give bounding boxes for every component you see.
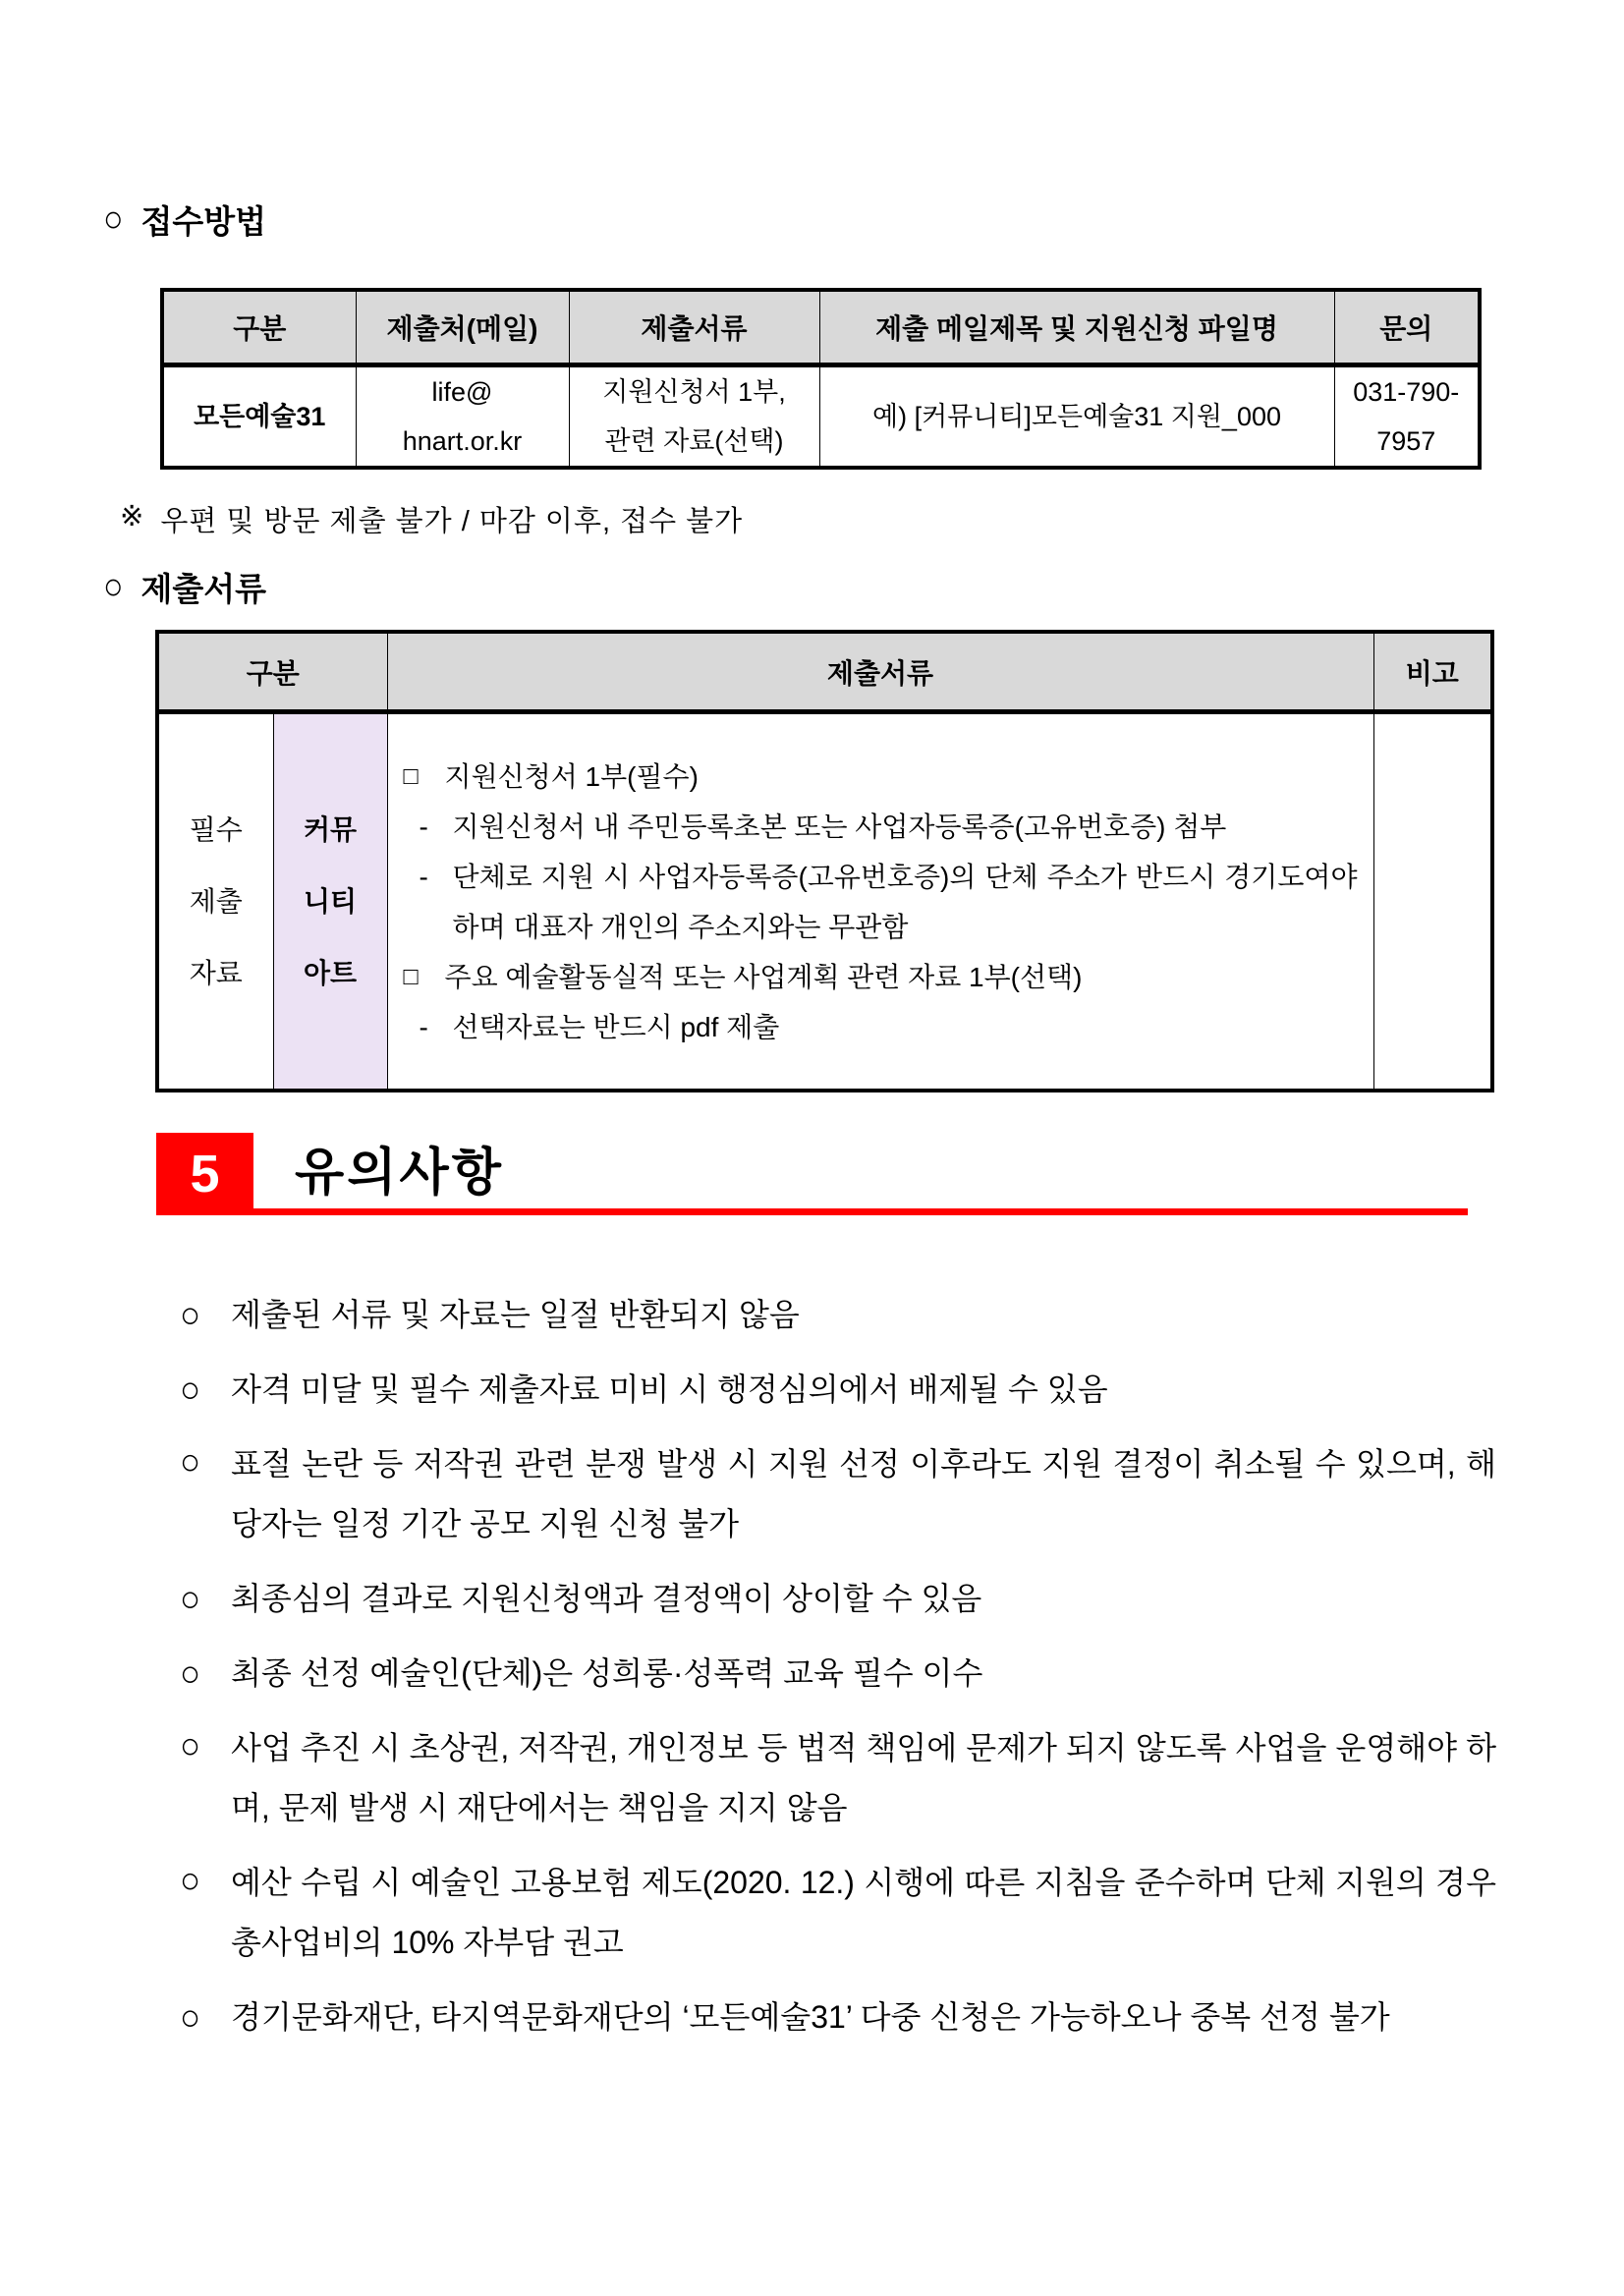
reception-col-subject: 제출 메일제목 및 지원신청 파일명 xyxy=(819,290,1334,365)
circle-bullet-icon: ○ xyxy=(180,1578,201,1620)
doc-subitem xyxy=(420,802,1358,852)
subcategory-line: 커뮤 xyxy=(303,814,358,845)
documents-heading xyxy=(103,564,266,610)
cell-contact-phone xyxy=(1334,365,1480,469)
reference-mark-icon: ※ xyxy=(120,501,145,532)
section-title: 유의사항 xyxy=(295,1145,504,1202)
documents-table-header-row xyxy=(157,632,1492,712)
documents-line-1: 지원신청서 1부, xyxy=(602,377,786,407)
doc-subitem xyxy=(420,1002,1358,1052)
cell-document-list xyxy=(387,712,1373,1092)
category-line: 제출 xyxy=(189,886,243,917)
reception-heading xyxy=(103,196,266,243)
subcategory-line: 니티 xyxy=(303,886,358,917)
reception-col-category: 구분 xyxy=(162,290,356,365)
notice-text: 최종 선정 예술인(단체)은 성희롱·성폭력 교육 필수 이수 xyxy=(231,1655,983,1691)
phone-line-1: 031-790- xyxy=(1353,377,1460,407)
documents-line-2: 관련 자료(선택) xyxy=(604,426,784,456)
circle-bullet-icon: ○ xyxy=(180,1652,201,1695)
reception-table xyxy=(160,288,1482,470)
list-item xyxy=(180,1360,1496,1420)
documents-col-category: 구분 xyxy=(157,632,387,712)
doc-item-text: 단체로 지원 시 사업자등록증(고유번호증)의 단체 주소가 반드시 경기도여야 하며 대표자 개인의 주소지와는 무관함 xyxy=(452,861,1358,942)
circle-bullet-icon: ○ xyxy=(180,1441,201,1484)
notice-text: 최종심의 결과로 지원신청액과 결정액이 상이할 수 있음 xyxy=(231,1581,982,1616)
doc-item-text: 지원신청서 1부(필수) xyxy=(444,760,699,792)
email-line-2: hnart.or.kr xyxy=(402,426,523,456)
subcategory-line: 아트 xyxy=(303,958,358,988)
notice-text: 예산 수립 시 예술인 고용보험 제도(2020. 12.) 시행에 따른 지침을 준수하며 단체 지원의 경우 총사업비의 10% 자부담 권고 xyxy=(231,1865,1496,1960)
list-item xyxy=(180,1569,1496,1629)
category-line: 자료 xyxy=(189,958,243,988)
cell-required-materials xyxy=(157,712,273,1092)
notice-text: 사업 추진 시 초상권, 저작권, 개인정보 등 법적 책임에 문제가 되지 않도록 사업을 운영해야 하며, 문제 발생 시 재단에서는 책임을 지지 않음 xyxy=(231,1730,1496,1825)
documents-col-documents: 제출서류 xyxy=(387,632,1373,712)
reception-col-contact: 문의 xyxy=(1334,290,1480,365)
cell-email xyxy=(356,365,569,469)
cell-mail-subject: 예) [커뮤니티]모든예술31 지원_000 xyxy=(819,365,1334,469)
notices-list xyxy=(180,1285,1496,2062)
documents-col-remark: 비고 xyxy=(1373,632,1492,712)
reception-heading-label: 접수방법 xyxy=(140,203,267,240)
dash-icon: - xyxy=(419,861,428,892)
documents-heading-label: 제출서류 xyxy=(140,571,267,607)
section-number-badge: 5 xyxy=(156,1133,253,1215)
documents-table-row xyxy=(157,712,1492,1092)
category-line: 필수 xyxy=(189,814,243,845)
list-item xyxy=(180,1853,1496,1973)
list-item xyxy=(180,1718,1496,1838)
reception-col-destination: 제출처(메일) xyxy=(356,290,569,365)
checkbox-icon: □ xyxy=(403,761,419,790)
doc-subitem xyxy=(420,852,1358,952)
notice-text: 제출된 서류 및 자료는 일절 반환되지 않음 xyxy=(231,1297,800,1332)
doc-item xyxy=(404,952,1358,1002)
list-item xyxy=(180,1434,1496,1554)
postal-submission-note xyxy=(120,499,743,539)
cell-community-art xyxy=(273,712,387,1092)
reception-table-row xyxy=(162,365,1480,469)
cell-category: 모든예술31 xyxy=(162,365,356,469)
circle-bullet-icon: ○ xyxy=(180,1996,201,2039)
email-line-1: life@ xyxy=(431,377,493,407)
reception-table-header-row xyxy=(162,290,1480,365)
list-item xyxy=(180,1988,1496,2047)
circle-bullet-icon: ○ xyxy=(180,1725,201,1767)
doc-item-text: 주요 예술활동실적 또는 사업계획 관련 자료 1부(선택) xyxy=(444,961,1083,992)
documents-table xyxy=(155,630,1494,1092)
dash-icon: - xyxy=(419,811,428,842)
notice-text: 표절 논란 등 저작권 관련 분쟁 발생 시 지원 선정 이후라도 지원 결정이 취소될 수 있으며, 해당자는 일정 기간 공모 지원 신청 불가 xyxy=(231,1446,1496,1541)
dash-icon: - xyxy=(419,1011,428,1042)
phone-line-2: 7957 xyxy=(1376,426,1436,456)
doc-item-text: 지원신청서 내 주민등록초본 또는 사업자등록증(고유번호증) 첨부 xyxy=(452,811,1227,842)
circle-bullet-icon: ○ xyxy=(180,1294,201,1336)
cell-remark xyxy=(1373,712,1492,1092)
notice-text: 자격 미달 및 필수 제출자료 미비 시 행정심의에서 배제될 수 있음 xyxy=(231,1372,1108,1407)
postal-note-text: 우편 및 방문 제출 불가 / 마감 이후, 접수 불가 xyxy=(160,506,744,537)
circle-bullet-icon: ○ xyxy=(180,1369,201,1411)
section-5-header xyxy=(156,1133,1468,1215)
circle-bullet-icon: ○ xyxy=(103,565,124,608)
checkbox-icon: □ xyxy=(403,962,419,990)
doc-item-text: 선택자료는 반드시 pdf 제출 xyxy=(452,1011,780,1042)
list-item xyxy=(180,1285,1496,1345)
notice-text: 경기문화재단, 타지역문화재단의 ‘모든예술31’ 다중 신청은 가능하오나 중복 선정 불가 xyxy=(231,1999,1390,2035)
list-item xyxy=(180,1644,1496,1704)
circle-bullet-icon: ○ xyxy=(103,197,124,241)
circle-bullet-icon: ○ xyxy=(180,1860,201,1902)
doc-item xyxy=(404,752,1358,802)
reception-col-documents: 제출서류 xyxy=(569,290,819,365)
cell-documents xyxy=(569,365,819,469)
